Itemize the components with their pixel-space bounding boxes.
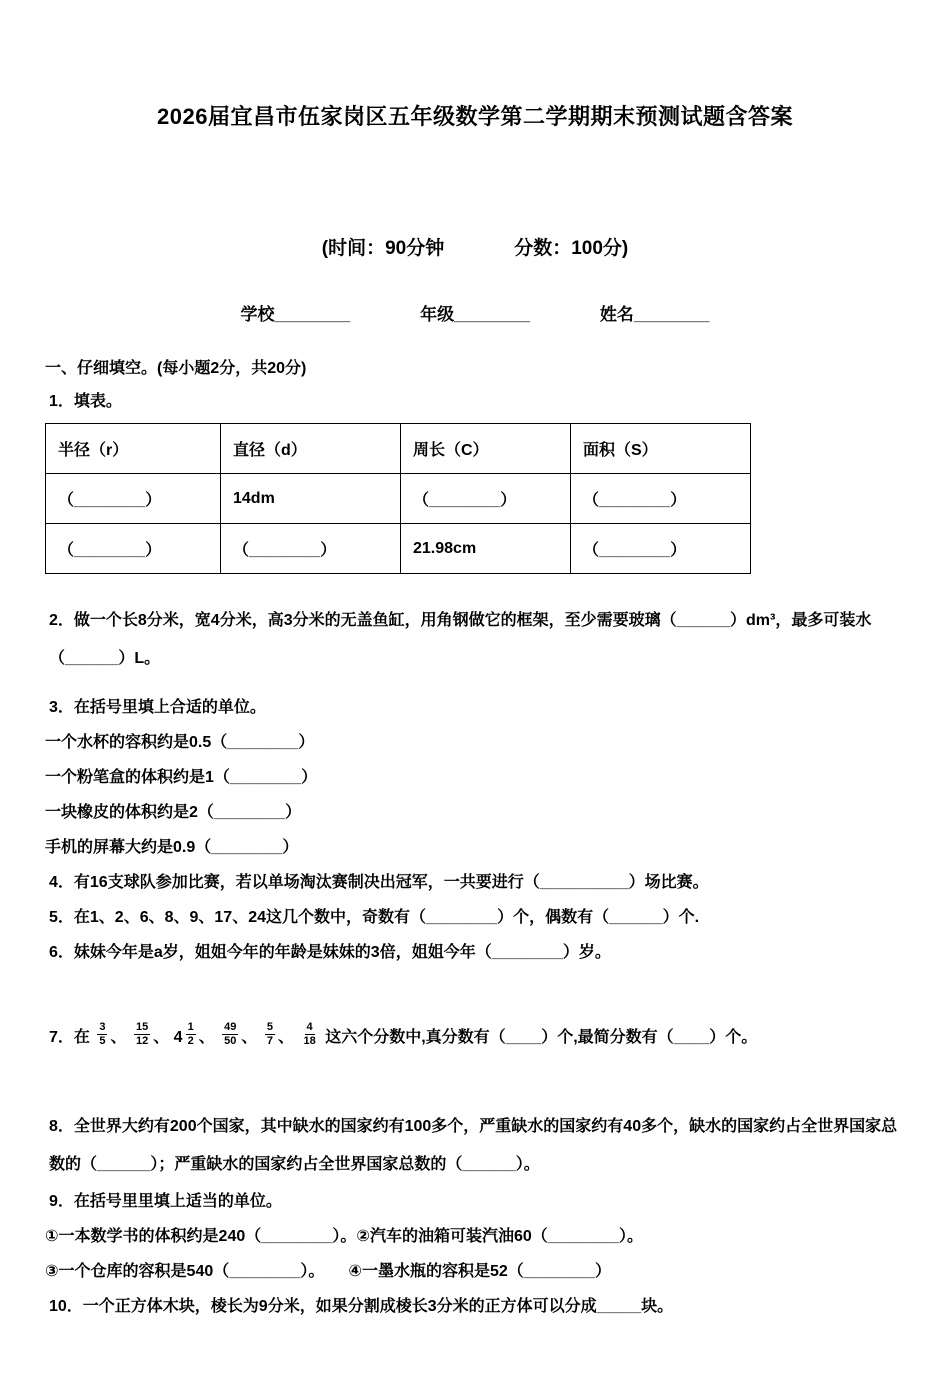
question-8: 8．全世界大约有200个国家，其中缺水的国家约有100多个，严重缺水的国家约有40多个，缺水的国家约占全世界国家总数的（______）；严重缺水的国家约占全世界国家总数的（______）。 xyxy=(49,1118,898,1173)
student-fields xyxy=(45,300,905,325)
section-1-heading: 一、仔细填空。(每小题2分，共20分) xyxy=(45,360,307,377)
page-title: 2026届宜昌市伍家岗区五年级数学第二学期期末预测试题含答案 xyxy=(157,104,793,129)
separator: 、 xyxy=(110,1029,127,1046)
cell-r2c2: （________） xyxy=(221,524,401,574)
table-header-row xyxy=(46,424,751,474)
question-3-line-4: 手机的屏幕大约是0.9（________） xyxy=(45,839,299,856)
exam-info-line xyxy=(45,233,905,260)
question-3-line-3: 一块橡皮的体积约是2（________） xyxy=(45,804,302,821)
fill-table xyxy=(45,423,751,574)
question-6: 6．妹妹今年是a岁，姐姐今年的年龄是妹妹的3倍，姐姐今年（________）岁。 xyxy=(49,944,611,961)
fraction-3: $\frac{1}{2}$ xyxy=(187,1021,194,1047)
name-field: 姓名________ xyxy=(599,305,710,324)
header-radius: 半径（r） xyxy=(46,424,221,474)
question-5: 5．在1、2、6、8、9、17、24这几个数中，奇数有（________）个，偶数有（______）个. xyxy=(49,909,700,926)
cell-r1c1: （________） xyxy=(46,474,221,524)
header-area: 面积（S） xyxy=(571,424,751,474)
question-1-label: 1．填表。 xyxy=(49,393,122,410)
table-row xyxy=(46,524,751,574)
cell-r2c4: （________） xyxy=(571,524,751,574)
header-diameter: 直径（d） xyxy=(221,424,401,474)
mixed-number-whole: 4 xyxy=(173,1029,183,1046)
cell-r2c1: （________） xyxy=(46,524,221,574)
separator: 、 xyxy=(153,1029,170,1046)
question-2: 2．做一个长8分米，宽4分米，高3分米的无盖鱼缸，用角钢做它的框架，至少需要玻璃（______）dm³，最多可装水（______）L。 xyxy=(49,612,872,667)
fraction-6: $\frac{4}{18}$ xyxy=(303,1021,316,1047)
question-3 xyxy=(45,690,905,865)
questions-list xyxy=(45,602,905,1324)
school-field: 学校________ xyxy=(240,305,351,324)
table-row xyxy=(46,474,751,524)
separator: 、 xyxy=(198,1029,215,1046)
separator: 、 xyxy=(278,1029,295,1046)
cell-r1c4: （________） xyxy=(571,474,751,524)
question-7 xyxy=(45,1004,905,1060)
cell-r1c2: 14dm xyxy=(221,474,401,524)
fraction-5: $\frac{5}{7}$ xyxy=(266,1021,274,1047)
fraction-4: $\frac{49}{50}$ xyxy=(224,1021,237,1047)
question-3-label: 3．在括号里填上合适的单位。 xyxy=(49,699,266,716)
question-4: 4．有16支球队参加比赛，若以单场淘汰赛制决出冠军，一共要进行（__________）场比赛。 xyxy=(49,874,709,891)
question-3-line-1: 一个水杯的容积约是0.5（________） xyxy=(45,734,315,751)
fraction-2: $\frac{15}{12}$ xyxy=(135,1021,149,1047)
cell-r1c3: （________） xyxy=(401,474,571,524)
separator: 、 xyxy=(241,1029,258,1046)
exam-score: 分数：100分) xyxy=(514,238,629,259)
question-7-suffix: 这六个分数中,真分数有（____）个,最简分数有（____）个。 xyxy=(325,1029,758,1046)
question-7-prefix: 7．在 xyxy=(49,1029,90,1046)
question-10: 10．一个正方体木块，棱长为9分米，如果分割成棱长3分米的正方体可以分成_____块。 xyxy=(49,1298,674,1315)
question-9-label: 9．在括号里里填上适当的单位。 xyxy=(49,1193,282,1210)
exam-time: (时间：90分钟 xyxy=(321,238,445,259)
cell-r2c3: 21.98cm xyxy=(401,524,571,574)
question-9 xyxy=(45,1184,905,1289)
question-9-line-1: ①一本数学书的体积约是240（________）。②汽车的油箱可装汽油60（________）。 xyxy=(45,1228,643,1245)
grade-field: 年级________ xyxy=(420,305,530,324)
question-9-line-2: ③一个仓库的容积是540（________）。 ④一墨水瓶的容积是52（________） xyxy=(45,1263,611,1280)
header-circumference: 周长（C） xyxy=(401,424,571,474)
question-3-line-2: 一个粉笔盒的体积约是1（________） xyxy=(45,769,318,786)
fraction-1: $\frac{3}{5}$ xyxy=(99,1021,106,1047)
